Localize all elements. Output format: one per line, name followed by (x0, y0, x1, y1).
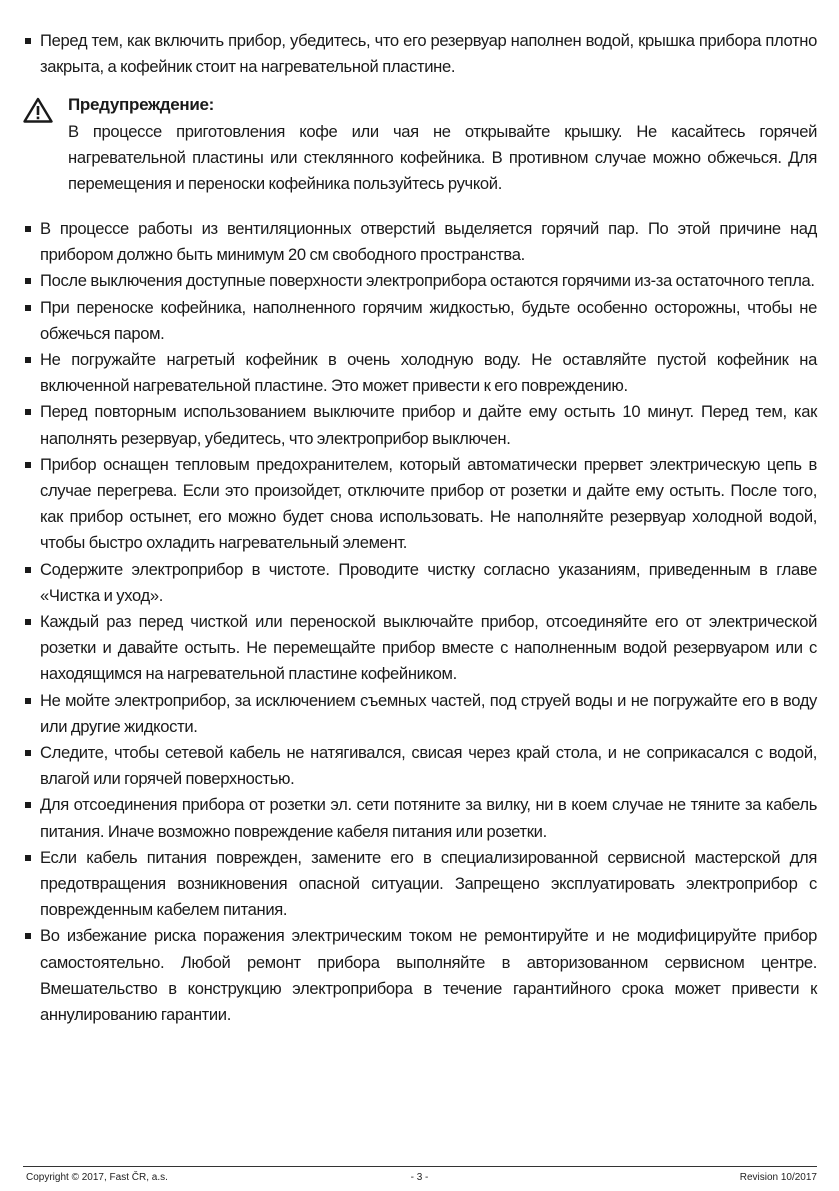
list-item (23, 216, 817, 268)
square-bullet-icon (25, 226, 31, 232)
square-bullet-icon (25, 357, 31, 363)
square-bullet-icon (25, 750, 31, 756)
square-bullet-icon (25, 567, 31, 573)
bullet-text: Каждый раз перед чисткой или переноской выключайте прибор, отсоединяйте его от электрической розетки и давайте остыть. Не перемещайте прибор вместе с наполненным водой резервуаром или с находящимся на нагревательной пластине кофейником. (40, 612, 817, 684)
list-item (23, 792, 817, 844)
list-item (23, 347, 817, 399)
list-item (23, 295, 817, 347)
warning-title: Предупреждение: (68, 95, 215, 114)
bullet-text: Содержите электроприбор в чистоте. Проводите чистку согласно указаниям, приведенным в главе «Чистка и уход». (40, 559, 817, 605)
square-bullet-icon (25, 802, 31, 808)
bullet-text: При переноске кофейника, наполненного горячим жидкостью, будьте особенно осторожны, чтобы не обжечься паром. (40, 297, 817, 343)
bullet-text: Перед тем, как включить прибор, убедитесь, что его резервуар наполнен водой, крышка прибора плотно закрыта, а кофейник стоит на нагревательной пластине. (40, 31, 817, 77)
list-item (23, 268, 817, 294)
list-item (23, 28, 817, 80)
square-bullet-icon (25, 698, 31, 704)
square-bullet-icon (25, 305, 31, 311)
bullet-text: Если кабель питания поврежден, замените его в специализированной сервисной мастерской для предотвращения возникновения опасной ситуации. Запрещено эксплуатировать электроприбор с поврежденным кабелем питания. (40, 847, 817, 920)
warning-text: В процессе приготовления кофе или чая не открывайте крышку. Не касайтесь горячей нагревательной пластины или стеклянного кофейника. В противном случае можно обжечься. Для перемещения и переноски кофейника пользуйтесь ручкой. (68, 122, 817, 194)
square-bullet-icon (25, 855, 31, 861)
square-bullet-icon (25, 933, 31, 939)
bullet-text: Не мойте электроприбор, за исключением съемных частей, под струей воды и не погружайте его в воду или другие жидкости. (40, 690, 817, 736)
bullet-text: Не погружайте нагретый кофейник в очень холодную воду. Не оставляйте пустой кофейник на включенной нагревательной пластине. Это может привести к его повреждению. (40, 350, 817, 396)
square-bullet-icon (25, 278, 31, 284)
bullet-text: Перед повторным использованием выключите прибор и дайте ему остыть 10 минут. Перед тем, как наполнять резервуар, убедитесь, что электроприбор выключен. (40, 402, 817, 448)
list-item (23, 452, 817, 557)
list-item (23, 399, 817, 451)
bullet-text: Прибор оснащен тепловым предохранителем, который автоматически прервет электрическую цепь в случае перегрева. Если это произойдет, отключите прибор от розетки и дайте ему остыть. После того, как прибор остынет, его можно будет снова использовать. Не наполняйте резервуар холодной водой, чтобы быстро охладить нагревательный элемент. (40, 454, 817, 553)
list-item (23, 688, 817, 740)
footer-copyright: Copyright © 2017, Fast ČR, a.s. (26, 1172, 168, 1183)
bullet-text: В процессе работы из вентиляционных отверстий выделяется горячий пар. По этой причине над прибором должно быть минимум 20 см свободного пространства. (40, 219, 817, 265)
square-bullet-icon (25, 38, 31, 44)
footer-page-number: - 3 - (410, 1172, 429, 1183)
list-item (23, 923, 817, 1028)
list-item (23, 740, 817, 792)
square-bullet-icon (25, 619, 31, 625)
footer-divider (23, 1166, 817, 1167)
list-item (23, 609, 817, 688)
bullet-text: Во избежание риска поражения электрическим током не ремонтируйте и не модифицируйте прибор самостоятельно. Любой ремонт прибора выполняйте в авторизованном сервисном центре. Вмешательство в конструкцию электроприбора в течение гарантийного срока может привести к аннулированию гарантии. (40, 926, 817, 1025)
square-bullet-icon (25, 409, 31, 415)
footer-revision: Revision 10/2017 (739, 1172, 817, 1183)
bullet-text: После выключения доступные поверхности электроприбора остаются горячими из-за остаточного тепла. (40, 271, 815, 291)
warning-triangle-icon (23, 97, 53, 123)
list-item (23, 845, 817, 924)
bullet-text: Для отсоединения прибора от розетки эл. сети потяните за вилку, ни в коем случае не тяните за кабель питания. Иначе возможно повреждение кабеля питания или розетки. (40, 795, 817, 841)
bullet-text: Следите, чтобы сетевой кабель не натягивался, свисая через край стола, и не соприкасался с водой, влагой или горячей поверхностью. (40, 743, 817, 789)
safety-bullet-list (23, 216, 817, 1028)
intro-bullet-list (23, 28, 817, 80)
square-bullet-icon (25, 462, 31, 468)
list-item (23, 557, 817, 609)
